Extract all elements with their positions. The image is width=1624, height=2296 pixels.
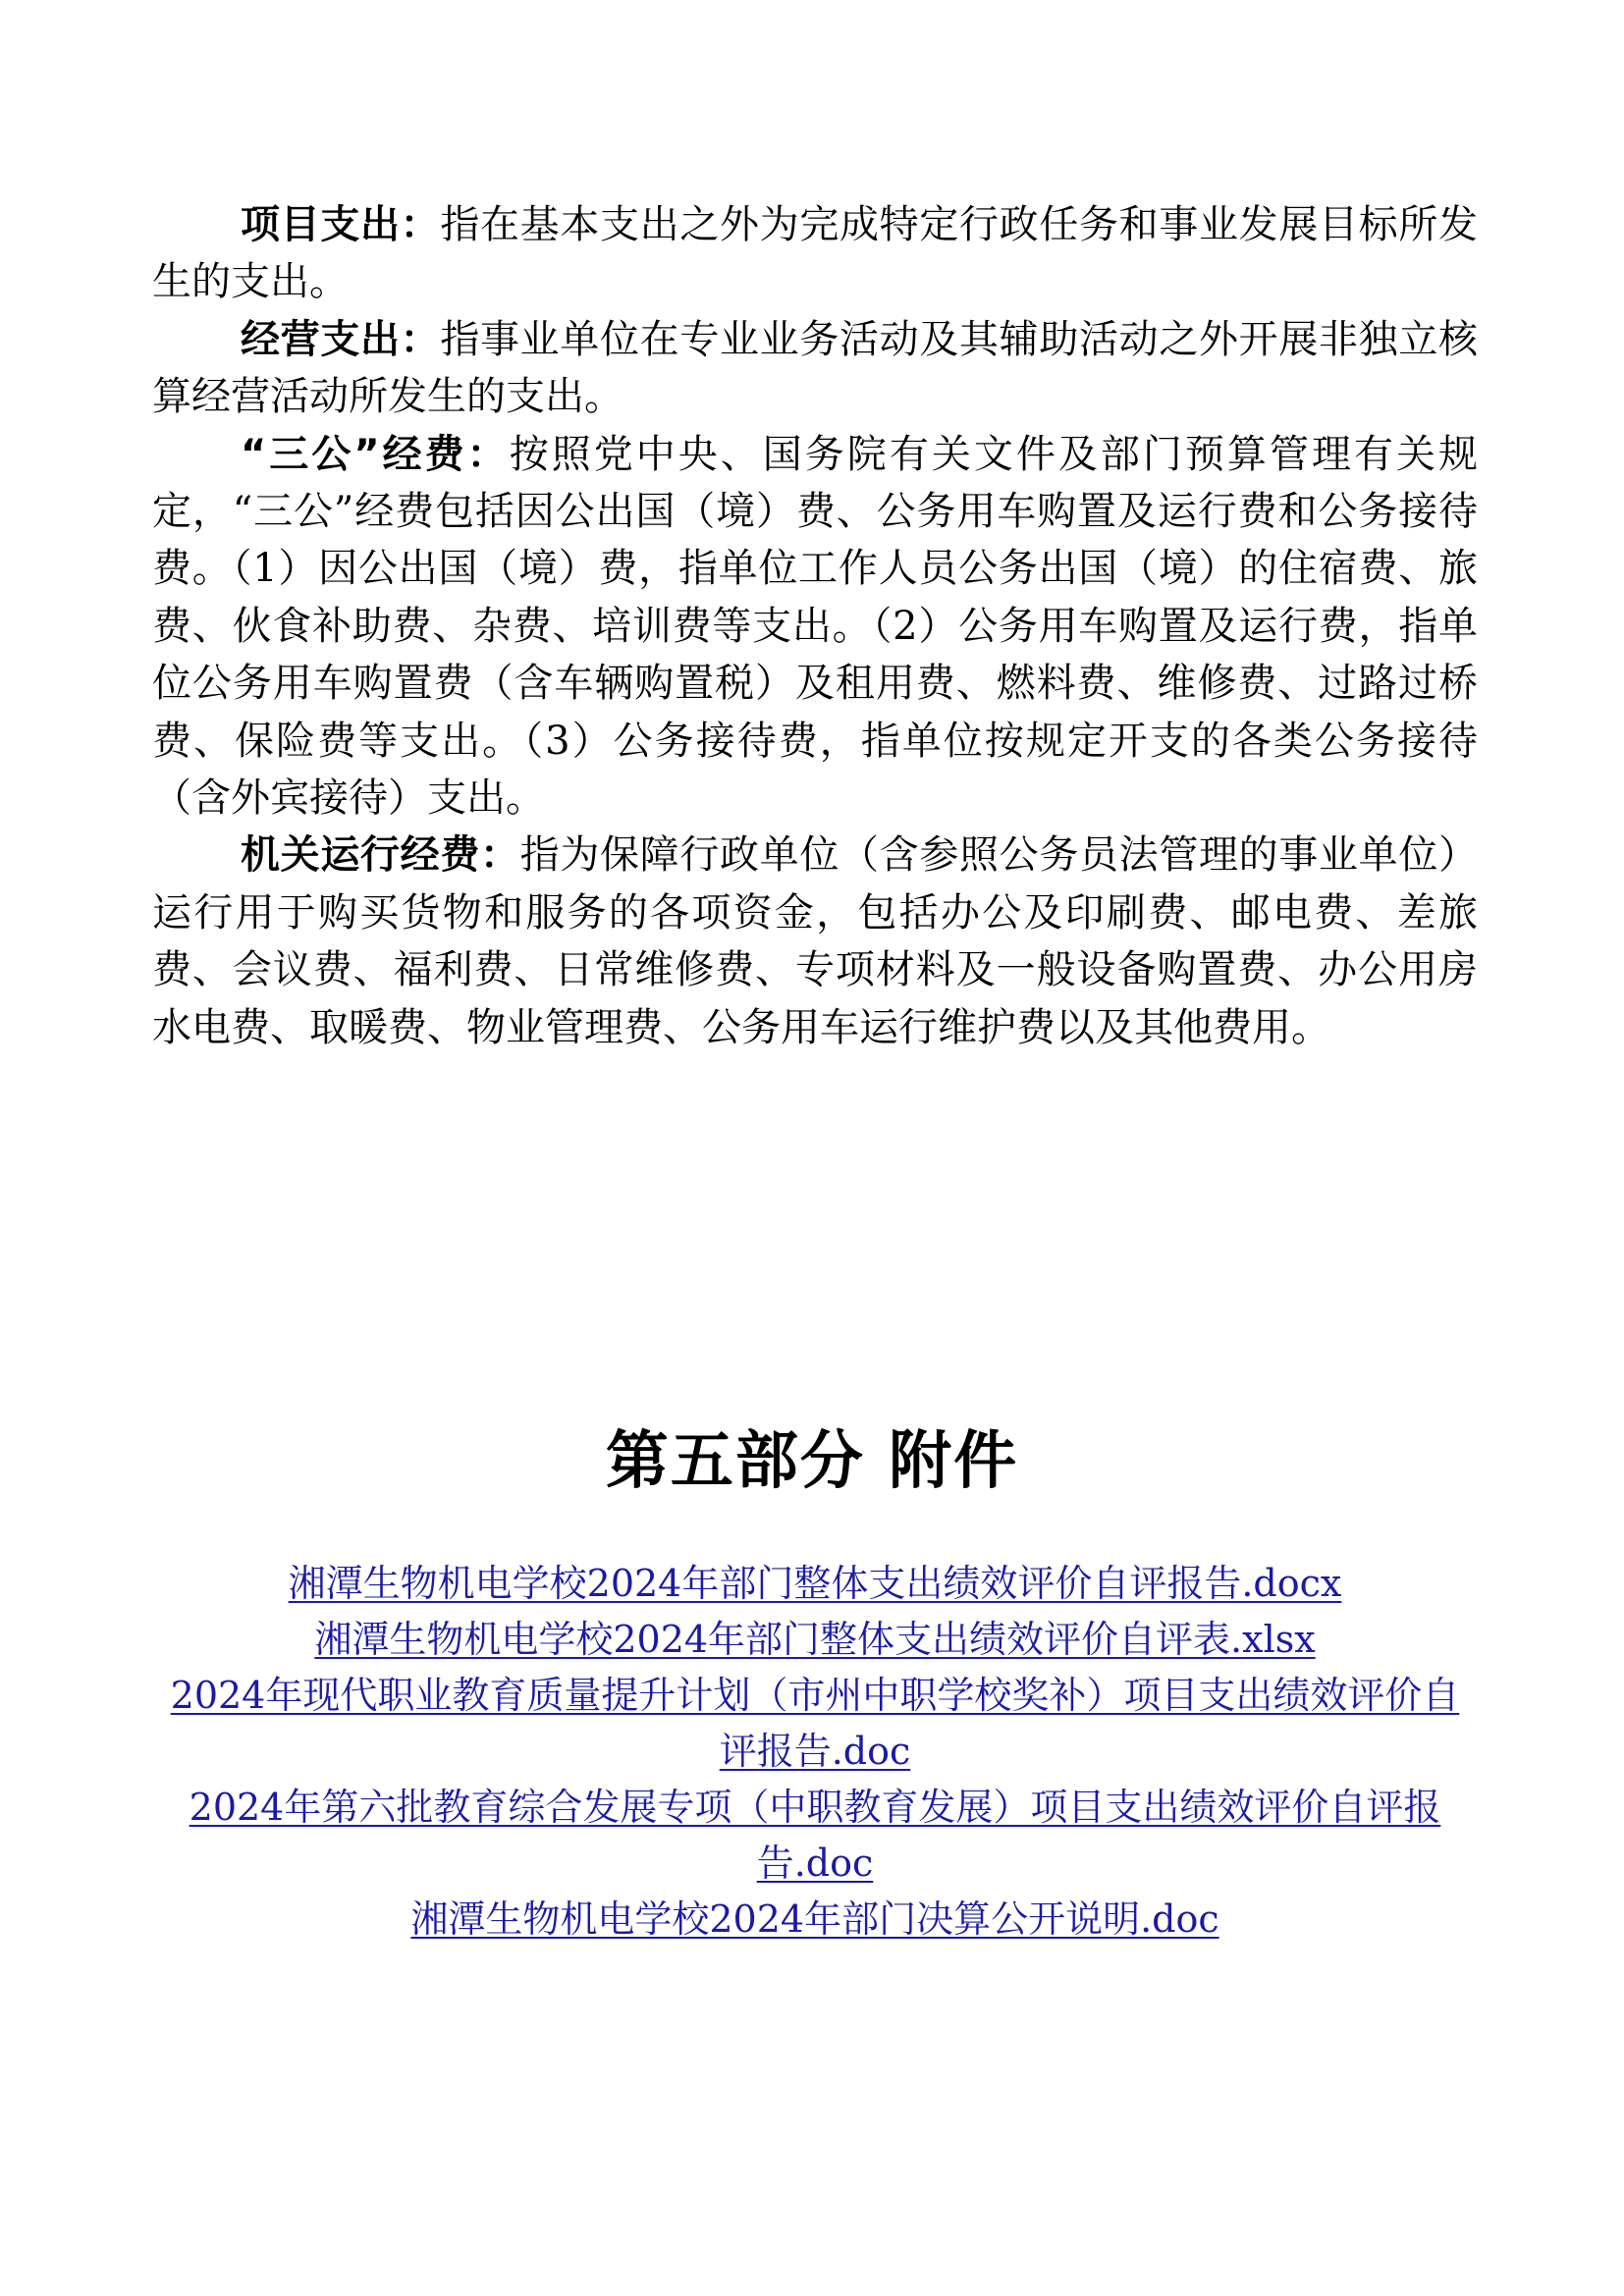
attachment-link-dept-self-report[interactable]: 湘潭生物机电学校2024年部门整体支出绩效评价自评报告.docx <box>288 1562 1342 1605</box>
attachment-item <box>152 1668 1478 1780</box>
definition-agency-operating-expenses <box>152 827 1478 1056</box>
definition-text: 指在基本支出之外为完成特定行政任务和事业发展目标所发生的支出。 <box>152 202 1479 305</box>
attachment-link-education-special-report[interactable]: 2024年第六批教育综合发展专项（中职教育发展）项目支出绩效评价自评报告.doc <box>189 1786 1441 1885</box>
definition-term: “三公”经费： <box>241 431 510 477</box>
definition-term: 经营支出： <box>241 316 441 362</box>
definition-text: 指事业单位在专业业务活动及其辅助活动之外开展非独立核算经营活动所发生的支出。 <box>152 316 1479 420</box>
attachment-link-vocational-quality-report[interactable]: 2024年现代职业教育质量提升计划（市州中职学校奖补）项目支出绩效评价自评报告.doc <box>170 1674 1460 1773</box>
section-title: 第五部分 附件 <box>605 1425 1019 1498</box>
attachment-link-dept-self-table[interactable]: 湘潭生物机电学校2024年部门整体支出绩效评价自评表.xlsx <box>314 1618 1316 1661</box>
definition-operating-expenditure <box>152 311 1478 426</box>
definition-term: 机关运行经费： <box>241 832 520 879</box>
definitions-section <box>152 196 1478 1056</box>
attachment-item <box>152 1892 1478 1948</box>
definition-project-expenditure <box>152 196 1478 311</box>
attachment-list <box>152 1556 1478 1948</box>
definition-text: 指为保障行政单位（含参照公务员法管理的事业单位）运行用于购买货物和服务的各项资金，包括办公及印刷费、邮电费、差旅费、会议费、福利费、日常维修费、专项材料及一般设备购置费、办公用房水电费、取暖费、物业管理费、公务用车运行维护费以及其他费用。 <box>152 832 1479 1050</box>
definition-text: 按照党中央、国务院有关文件及部门预算管理有关规定，“三公”经费包括因公出国（境）费、公务用车购置及运行费和公务接待费。（1）因公出国（境）费，指单位工作人员公务出国（境）的住宿费、旅费、伙食补助费、杂费、培训费等支出。（2）公务用车购置及运行费，指单位公务用车购置费（含车辆购置税）及租用费、燃料费、维修费、过路过桥费、保险费等支出。（3）公务接待费，指单位按规定开支的各类公务接待（含外宾接待）支出。 <box>152 431 1479 822</box>
attachment-item <box>152 1556 1478 1612</box>
attachment-link-final-accounts-notes[interactable]: 湘潭生物机电学校2024年部门决算公开说明.doc <box>410 1897 1219 1941</box>
attachment-item <box>152 1612 1478 1668</box>
definition-term: 项目支出： <box>241 202 441 247</box>
attachment-item <box>152 1780 1478 1892</box>
definition-three-public-expenses <box>152 426 1478 828</box>
